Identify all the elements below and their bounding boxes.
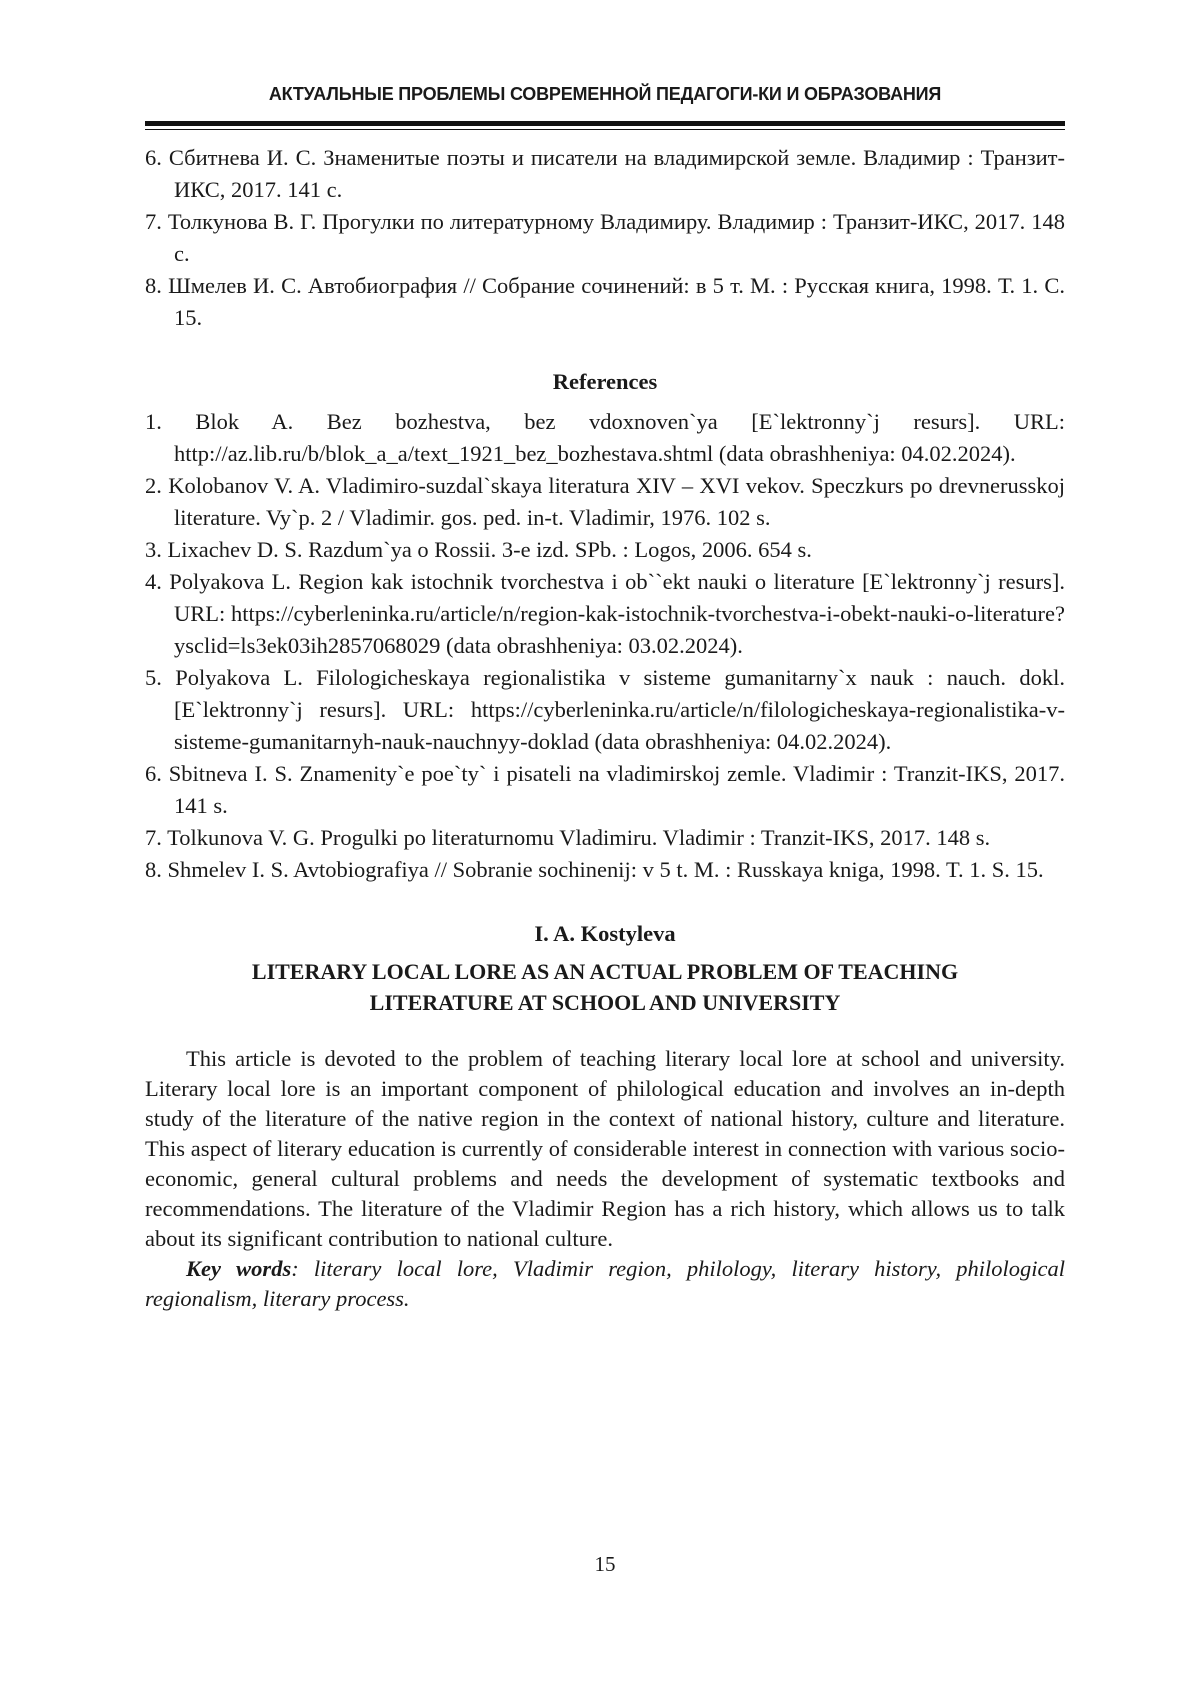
russian-reference-item: 7. Толкунова В. Г. Прогулки по литературному Владимиру. Владимир : Транзит-ИКС, 2017. 148 с.: [145, 206, 1065, 270]
keywords-label: Key words: [186, 1256, 291, 1281]
reference-item: 7. Tolkunova V. G. Progulki po literaturnomu Vladimiru. Vladimir : Tranzit-IKS, 2017. 148 s.: [145, 822, 1065, 854]
russian-reference-item: 6. Сбитнева И. С. Знаменитые поэты и писатели на владимирской земле. Владимир : Транзит-ИКС, 2017. 141 с.: [145, 142, 1065, 206]
references-heading: References: [145, 366, 1065, 398]
header-rule-thin: [145, 129, 1065, 130]
references-list: [145, 406, 1065, 886]
russian-reference-item: 8. Шмелев И. С. Автобиография // Собрание сочинений: в 5 т. М. : Русская книга, 1998. Т. 1. С. 15.: [145, 270, 1065, 334]
page-number: 15: [145, 1552, 1065, 1577]
header-rule-thick: [145, 121, 1065, 126]
reference-item: 6. Sbitneva I. S. Znamenity`e poe`ty` i pisateli na vladimirskoj zemle. Vladimir : Tranzit-IKS, 2017. 141 s.: [145, 758, 1065, 822]
article-author: I. A. Kostyleva: [145, 918, 1065, 950]
reference-item: 1. Blok A. Bez bozhestva, bez vdoxnoven`ya [E`lektronny`j resurs]. URL: http://az.lib.ru/b/blok_a_a/text_1921_bez_bozhestava.shtml (data obrashheniya: 04.02.2024).: [145, 406, 1065, 470]
reference-item: 2. Kolobanov V. A. Vladimiro-suzdal`skaya literatura XIV – XVI vekov. Speczkurs po drevnerusskoj literature. Vy`p. 2 / Vladimir. gos. ped. in-t. Vladimir, 1976. 102 s.: [145, 470, 1065, 534]
reference-item: 3. Lixachev D. S. Razdum`ya o Rossii. 3-e izd. SPb. : Logos, 2006. 654 s.: [145, 534, 1065, 566]
reference-item: 4. Polyakova L. Region kak istochnik tvorchestva i ob``ekt nauki o literature [E`lektronny`j resurs]. URL: https://cyberleninka.ru/article/n/region-kak-istochnik-tvorchestva-i-obekt-nauki-o-literature?ysclid=ls3ek03ih2857068029 (data obrashheniya: 03.02.2024).: [145, 566, 1065, 662]
article-abstract: This article is devoted to the problem of teaching literary local lore at school and university. Literary local lore is an important component of philological education and involves an in-depth study of the literature of the native region in the context of national history, culture and literature. This aspect of literary education is currently of considerable interest in connection with various socio-economic, general cultural problems and needs the development of systematic textbooks and recommendations. The literature of the Vladimir Region has a rich history, which allows us to talk about its significant contribution to national culture.: [145, 1044, 1065, 1254]
reference-item: 8. Shmelev I. S. Avtobiografiya // Sobranie sochinenij: v 5 t. M. : Russkaya kniga, 1998. T. 1. S. 15.: [145, 854, 1065, 886]
running-head: АКТУАЛЬНЫЕ ПРОБЛЕМЫ СОВРЕМЕННОЙ ПЕДАГОГИ-КИ И ОБРАЗОВАНИЯ: [145, 84, 1065, 105]
article-title-line: LITERATURE AT SCHOOL AND UNIVERSITY: [145, 987, 1065, 1018]
article-keywords: [145, 1254, 1065, 1314]
article-title-line: LITERARY LOCAL LORE AS AN ACTUAL PROBLEM OF TEACHING: [145, 956, 1065, 987]
page-content: [145, 142, 1065, 1314]
reference-item: 5. Polyakova L. Filologicheskaya regionalistika v sisteme gumanitarny`x nauk : nauch. dokl. [E`lektronny`j resurs]. URL: https://cyberleninka.ru/article/n/filologicheskaya-regionalistika-v-sisteme-gumanitarnyh-nauk-nauchnyy-doklad (data obrashheniya: 04.02.2024).: [145, 662, 1065, 758]
keywords-text: : literary local lore, Vladimir region, philology, literary history, philological regionalism, literary process.: [145, 1256, 1065, 1311]
article-title: [145, 956, 1065, 1018]
russian-reference-list: [145, 142, 1065, 334]
